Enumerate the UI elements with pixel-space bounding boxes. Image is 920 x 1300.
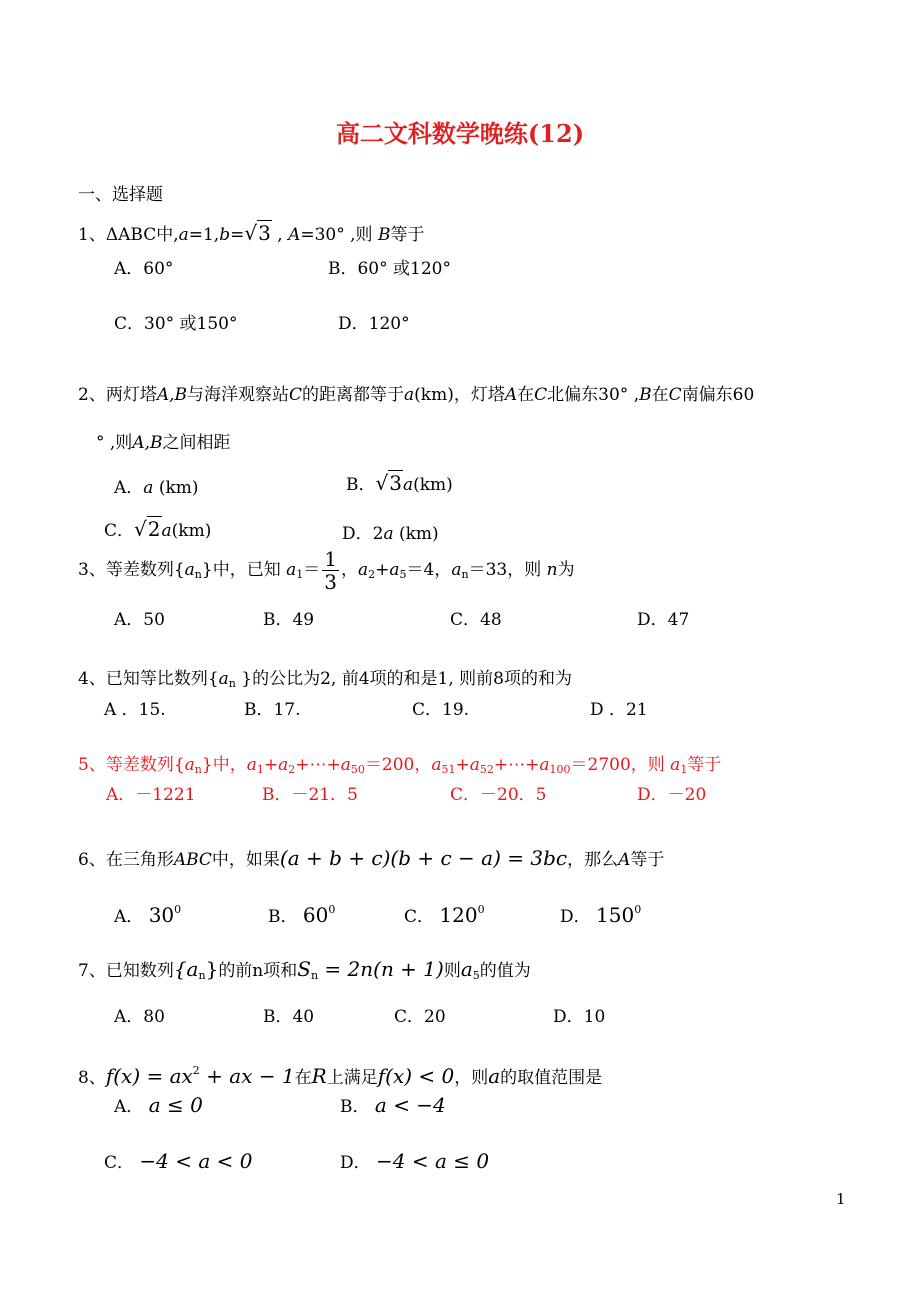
question-2-line1: 2、两灯塔A,B与海洋观察站C的距离都等于a(km)，灯塔A在C北偏东30° ,B在C南偏东60	[78, 385, 755, 405]
q7-option-b[interactable]: B．40	[263, 1007, 315, 1027]
sqrt-symbol: √3	[375, 471, 402, 495]
q1-option-a[interactable]: A．60°	[114, 259, 174, 279]
q8-option-a[interactable]: A． a ≤ 0	[114, 1093, 203, 1117]
q7-option-d[interactable]: D．10	[553, 1007, 606, 1027]
sqrt-symbol: √2	[134, 517, 161, 541]
q2-option-b[interactable]: B．√3a(km)	[346, 471, 453, 495]
q7-option-a[interactable]: A．80	[114, 1007, 165, 1027]
q8-option-b[interactable]: B． a < −4	[340, 1093, 446, 1117]
question-2-line2: ° ,则A,B之间相距	[96, 433, 231, 453]
q8-option-d[interactable]: D． −4 < a ≤ 0	[340, 1149, 490, 1173]
q8-option-c[interactable]: C． −4 < a < 0	[104, 1149, 253, 1173]
q1-option-c[interactable]: C．30° 或150°	[114, 314, 238, 334]
formula: (a + b + c)(b + c − a) = 3bc	[279, 846, 568, 870]
q3-option-c[interactable]: C．48	[450, 610, 502, 630]
question-8: 8、$f(x) = ax^2$ + ax − 1在R上满足f(x) < 0，则a的取值范围是	[78, 1064, 603, 1088]
q5-option-a[interactable]: A．－1221	[106, 785, 196, 805]
q3-option-d[interactable]: D．47	[637, 610, 690, 630]
question-4: 4、已知等比数列{$a_n$ }的公比为2, 前4项的和是1, 则前8项的和为	[78, 669, 572, 690]
page-title: 高二文科数学晚练(12)	[335, 119, 585, 148]
question-7: 7、已知数列$\{a_n\}$的前n项和$S_n = 2n(n + 1)$则$a_5$的值为	[78, 957, 531, 982]
q2-option-c[interactable]: C．√2a(km)	[104, 517, 212, 541]
q2-option-a[interactable]: A．a (km)	[114, 478, 199, 498]
sqrt-symbol: √3	[244, 221, 271, 245]
question-1: 1、ΔABC中,a=1,b=√3 , A=30° ,则 B等于	[78, 221, 425, 245]
q4-option-b[interactable]: B．17.	[244, 700, 301, 720]
q6-option-b[interactable]: B． $60^0$	[268, 903, 336, 927]
q6-option-d[interactable]: D． $150^0$	[560, 903, 642, 927]
q6-option-c[interactable]: C． $120^0$	[404, 903, 485, 927]
q5-option-d[interactable]: D．－20	[637, 785, 707, 805]
q6-option-a[interactable]: A． $30^0$	[114, 903, 182, 927]
q5-option-c[interactable]: C．－20．5	[450, 785, 547, 805]
fraction: $\frac{1}{3}$	[324, 547, 337, 594]
q2-option-d[interactable]: D．2a (km)	[342, 524, 439, 544]
q1-option-d[interactable]: D．120°	[338, 314, 410, 334]
question-3: 3、等差数列$\{a_n\}$中，已知 $a_1=$ $\frac{1}{3}$ ，$a_2+a_5=4$，$a_n=33$，则 n为	[78, 547, 575, 594]
q7-option-c[interactable]: C．20	[394, 1007, 446, 1027]
q4-option-a[interactable]: A ．15.	[104, 700, 166, 720]
q5-option-b[interactable]: B．－21．5	[262, 785, 358, 805]
page-number: 1	[836, 1190, 846, 1208]
q3-option-b[interactable]: B．49	[263, 610, 315, 630]
q4-option-d[interactable]: D ．21	[590, 700, 648, 720]
section-heading: 一、选择题	[78, 185, 163, 205]
question-5: 5、等差数列$\{a_n\}$中，$a_1+a_2+\cdots+a_{50}=200$，$a_{51}+a_{52}+\cdots+a_{100}=2700$，则 $a_1$等于	[78, 755, 722, 776]
q3-option-a[interactable]: A．50	[114, 610, 165, 630]
q1-option-b[interactable]: B．60° 或120°	[328, 259, 451, 279]
q4-option-c[interactable]: C．19.	[412, 700, 470, 720]
question-6: 6、在三角形ABC中，如果(a + b + c)(b + c − a) = 3bc，那么A等于	[78, 846, 665, 870]
